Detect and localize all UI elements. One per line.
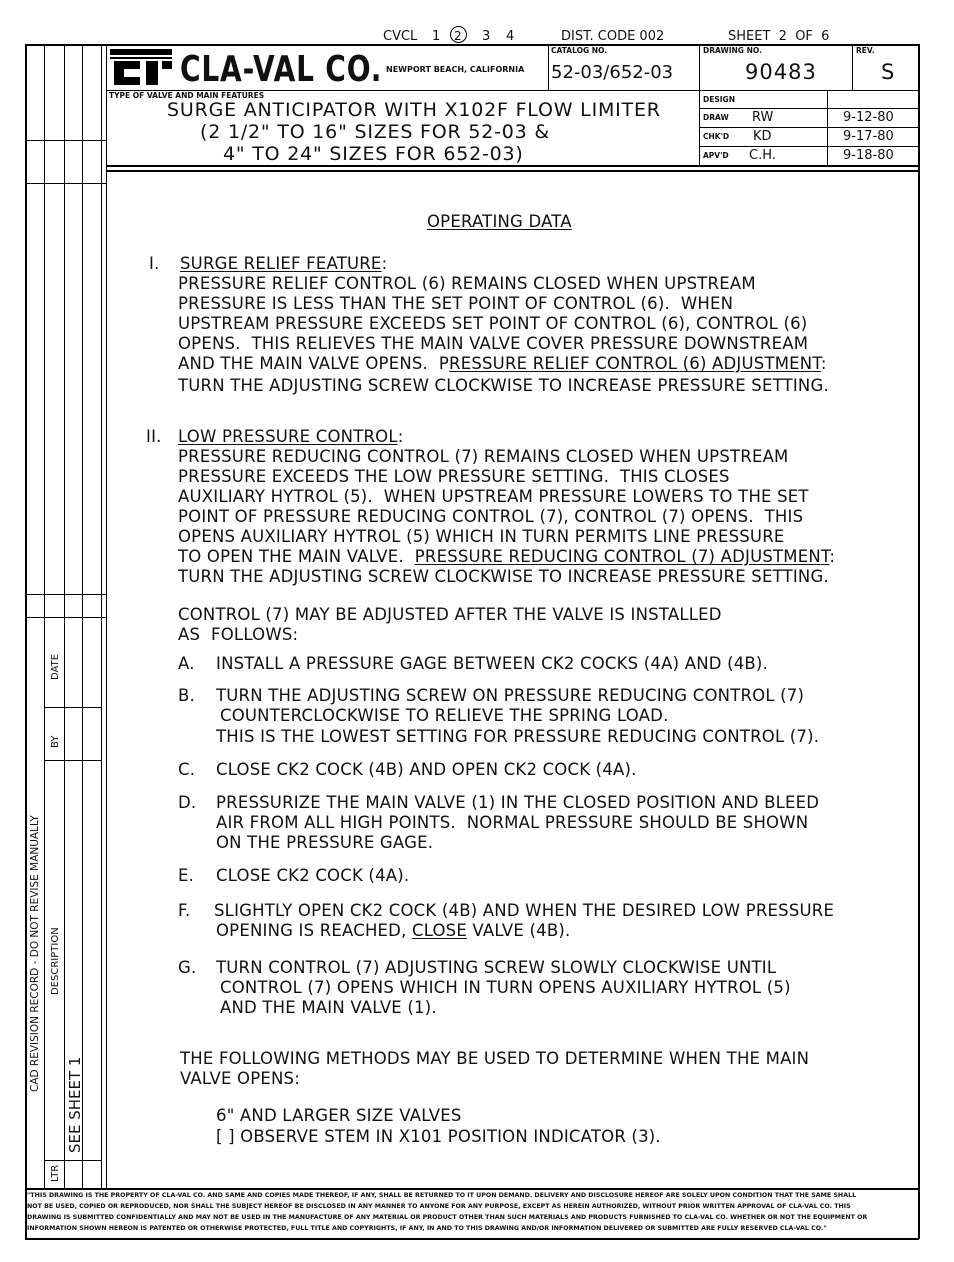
dist-code: DIST. CODE 002	[561, 29, 665, 44]
cvcl-value-1: 1	[432, 29, 441, 44]
section-1-line: AND THE MAIN VALVE OPENS. PRESSURE RELIEF CONTROL (6) ADJUSTMENT:	[178, 354, 827, 373]
cvcl-label: CVCL	[383, 29, 418, 44]
draw-name: RW	[752, 110, 774, 125]
section-1-line: OPENS. THIS RELIEVES THE MAIN VALVE COVER PRESSURE DOWNSTREAM	[178, 334, 809, 353]
section-1-line: TURN THE ADJUSTING SCREW CLOCKWISE TO INCREASE PRESSURE SETTING.	[178, 376, 829, 395]
sheet-number: SHEET 2 OF 6	[728, 29, 830, 44]
drawing-number: 90483	[745, 60, 817, 84]
footer-disclaimer-line: INFORMATION SHOWN HEREON IS PATENTED OR OTHERWISE PROTECTED, FULL TITLE AND COPYRIGHTS, IF ANY, IN AND TO THIS DRAWING AND/OR INFORMATION DELIVERED OR SUBMITTED ARE FULLY RESERVED CLA-VAL CO."	[27, 1225, 827, 1232]
step-g-line: AND THE MAIN VALVE (1).	[220, 998, 437, 1017]
sidebar-hline	[44, 1160, 102, 1161]
step-f-letter: F.	[178, 901, 191, 920]
step-b-line: THIS IS THE LOWEST SETTING FOR PRESSURE REDUCING CONTROL (7).	[216, 727, 820, 746]
footer-disclaimer-line: NOT BE USED, COPIED OR REPRODUCED, NOR SHALL THE SUBJECT HEREOF BE DISCLOSED IN ANY MANNER TO ANYONE FOR ANY PURPOSE, EXCEPT AS HEREIN AUTHORIZED, WITHOUT PRIOR WRITTEN APPROVAL OF CLA-VAL CO. THIS	[27, 1203, 851, 1210]
sidebar-ltr-label: LTR	[50, 1164, 61, 1182]
cla-val-logo-icon	[108, 47, 176, 89]
step-f-line: SLIGHTLY OPEN CK2 COCK (4B) AND WHEN THE DESIRED LOW PRESSURE	[214, 901, 835, 920]
footer-right-line	[918, 1188, 920, 1239]
section-1-title: SURGE RELIEF FEATURE	[180, 254, 382, 273]
section-1-line: PRESSURE RELIEF CONTROL (6) REMAINS CLOSED WHEN UPSTREAM	[178, 274, 756, 293]
section-1-line: PRESSURE IS LESS THAN THE SET POINT OF CONTROL (6). WHEN	[178, 294, 734, 313]
intro-line: CONTROL (7) MAY BE ADJUSTED AFTER THE VALVE IS INSTALLED	[178, 605, 722, 624]
step-f-line-2-b: VALVE (4B).	[466, 921, 571, 940]
title-block-hline	[106, 165, 919, 167]
sidebar-hline	[44, 760, 102, 761]
step-b-letter: B.	[178, 686, 195, 705]
sidebar-date-label: DATE	[50, 653, 61, 680]
section-2-title: LOW PRESSURE CONTROL	[178, 427, 398, 446]
type-label: TYPE OF VALVE AND MAIN FEATURES	[109, 91, 265, 100]
step-d-line: ON THE PRESSURE GAGE.	[216, 833, 434, 852]
step-c-letter: C.	[178, 760, 196, 779]
step-b-line: COUNTERCLOCKWISE TO RELIEVE THE SPRING LOAD.	[220, 706, 669, 725]
apvd-date: 9-18-80	[843, 148, 894, 163]
section-2-line-6-text: TO OPEN THE MAIN VALVE.	[178, 547, 415, 566]
title-block-vline	[699, 44, 700, 166]
methods-line: VALVE OPENS:	[180, 1069, 300, 1088]
cvcl-value-4: 4	[506, 29, 515, 44]
step-a-line: INSTALL A PRESSURE GAGE BETWEEN CK2 COCKS (4A) AND (4B).	[216, 654, 769, 673]
chkd-date: 9-17-80	[843, 129, 894, 144]
step-f-line-2-a: OPENING IS REACHED,	[216, 921, 412, 940]
frame-right-line	[918, 44, 920, 1189]
sidebar-description-label: DESCRIPTION	[50, 927, 61, 995]
step-d-line: AIR FROM ALL HIGH POINTS. NORMAL PRESSURE SHOULD BE SHOWN	[216, 813, 809, 832]
cad-revision-note: CAD REVISION RECORD - DO NOT REVISE MANUALLY	[29, 815, 41, 1092]
cvcl-value-3: 3	[482, 29, 491, 44]
page-heading: OPERATING DATA	[427, 212, 572, 231]
footer-disclaimer-line: "THIS DRAWING IS THE PROPERTY OF CLA-VAL CO. AND SAME AND COPIES MADE THEREOF, IF ANY, SHALL BE RETURNED TO IT UPON DEMAND. DELIVERY AND DISCLOSURE HEREOF ARE SOLELY UPON CONDITION THAT THE SAME SHALL	[27, 1192, 857, 1199]
section-1-line-5-text: AND THE MAIN VALVE OPENS. P	[178, 354, 450, 373]
sidebar-hline	[25, 183, 107, 184]
title-line-3: 4" TO 24" SIZES FOR 652-03)	[223, 143, 524, 165]
methods-line: THE FOLLOWING METHODS MAY BE USED TO DETERMINE WHEN THE MAIN	[180, 1049, 810, 1068]
title-block-vline	[827, 90, 828, 166]
chkd-role: CHK'D	[703, 132, 730, 141]
section-1-title-wrap: SURGE RELIEF FEATURE:	[180, 254, 388, 273]
cvcl-value-2: 2	[454, 29, 462, 43]
step-g-line: CONTROL (7) OPENS WHICH IN TURN OPENS AUXILIARY HYTROL (5)	[220, 978, 791, 997]
rev-label: REV.	[856, 46, 875, 55]
catalog-number: 52-03/652-03	[551, 62, 674, 83]
section-2-line: TO OPEN THE MAIN VALVE. PRESSURE REDUCING CONTROL (7) ADJUSTMENT:	[178, 547, 836, 566]
section-1-line: UPSTREAM PRESSURE EXCEEDS SET POINT OF CONTROL (6), CONTROL (6)	[178, 314, 808, 333]
section-2-number: II.	[146, 427, 162, 446]
relief-adjustment-heading: RESSURE RELIEF CONTROL (6) ADJUSTMENT	[449, 354, 821, 373]
footer-disclaimer-line: DRAWING IS SUBMITTED CONFIDENTIALLY AND MAY NOT BE USED IN THE MANUFACTURE OF ANY MATERIAL OR PRODUCT OTHER THAN SUCH MATERIALS AND PRODUCTS FURNISHED TO CLA-VAL CO. WHETHER OR NOT THE EQUIPMENT OR	[27, 1214, 868, 1221]
design-label: DESIGN	[703, 95, 735, 104]
section-2-title-wrap: LOW PRESSURE CONTROL:	[178, 427, 404, 446]
step-f-close-word: CLOSE	[411, 921, 467, 940]
step-g-letter: G.	[178, 958, 197, 977]
title-block-hline	[699, 146, 919, 147]
section-2-line: PRESSURE REDUCING CONTROL (7) REMAINS CLOSED WHEN UPSTREAM	[178, 447, 789, 466]
step-a-letter: A.	[178, 654, 195, 673]
sidebar-hline	[44, 707, 102, 708]
apvd-name: C.H.	[749, 148, 776, 163]
title-block-vline	[852, 44, 853, 91]
step-g-line: TURN CONTROL (7) ADJUSTING SCREW SLOWLY CLOCKWISE UNTIL	[216, 958, 777, 977]
step-d-line: PRESSURIZE THE MAIN VALVE (1) IN THE CLOSED POSITION AND BLEED	[216, 793, 820, 812]
title-block-hline	[699, 127, 919, 128]
observe-line: [ ] OBSERVE STEM IN X101 POSITION INDICATOR (3).	[216, 1127, 661, 1146]
apvd-role: APV'D	[703, 151, 729, 160]
sidebar-hline	[25, 140, 107, 141]
step-e-line: CLOSE CK2 COCK (4A).	[216, 866, 410, 885]
draw-role: DRAW	[703, 113, 729, 122]
step-c-line: CLOSE CK2 COCK (4B) AND OPEN CK2 COCK (4A).	[216, 760, 637, 779]
frame-bottom-line	[25, 1188, 919, 1190]
title-line-1: SURGE ANTICIPATOR WITH X102F FLOW LIMITER	[167, 99, 661, 121]
step-d-letter: D.	[178, 793, 197, 812]
frame-top-line	[25, 44, 919, 46]
section-2-line: TURN THE ADJUSTING SCREW CLOCKWISE TO INCREASE PRESSURE SETTING.	[178, 567, 829, 586]
step-e-letter: E.	[178, 866, 195, 885]
sidebar-by-label: BY	[50, 735, 61, 748]
section-2-line: POINT OF PRESSURE REDUCING CONTROL (7), CONTROL (7) OPENS. THIS	[178, 507, 804, 526]
intro-line: AS FOLLOWS:	[178, 625, 299, 644]
section-2-line: PRESSURE EXCEEDS THE LOW PRESSURE SETTING. THIS CLOSES	[178, 467, 730, 486]
section-1-number: I.	[149, 254, 160, 273]
drawing-label: DRAWING NO.	[703, 46, 762, 55]
sizes-line: 6" AND LARGER SIZE VALVES	[216, 1106, 462, 1125]
section-2-line: AUXILIARY HYTROL (5). WHEN UPSTREAM PRESSURE LOWERS TO THE SET	[178, 487, 809, 506]
sidebar-hline	[25, 617, 107, 618]
step-f-line-2	[216, 923, 570, 940]
title-block-hline	[106, 170, 919, 172]
reducing-adjustment-heading: PRESSURE REDUCING CONTROL (7) ADJUSTMENT	[414, 547, 830, 566]
company-location: NEWPORT BEACH, CALIFORNIA	[386, 65, 525, 74]
chkd-name: KD	[753, 129, 772, 144]
title-line-2: (2 1/2" TO 16" SIZES FOR 52-03 &	[200, 121, 551, 143]
sidebar-see-sheet: SEE SHEET 1	[66, 1056, 84, 1153]
step-b-line: TURN THE ADJUSTING SCREW ON PRESSURE REDUCING CONTROL (7)	[216, 686, 805, 705]
section-2-line: OPENS AUXILIARY HYTROL (5) WHICH IN TURN PERMITS LINE PRESSURE	[178, 527, 785, 546]
company-name: CLA-VAL CO.	[180, 49, 383, 90]
footer-bottom-line	[25, 1238, 919, 1240]
draw-date: 9-12-80	[843, 110, 894, 125]
title-block-hline	[699, 108, 919, 109]
rev-value: S	[881, 60, 895, 84]
sidebar-hline	[25, 594, 107, 595]
title-block-vline	[548, 44, 549, 91]
catalog-label: CATALOG NO.	[551, 46, 608, 55]
